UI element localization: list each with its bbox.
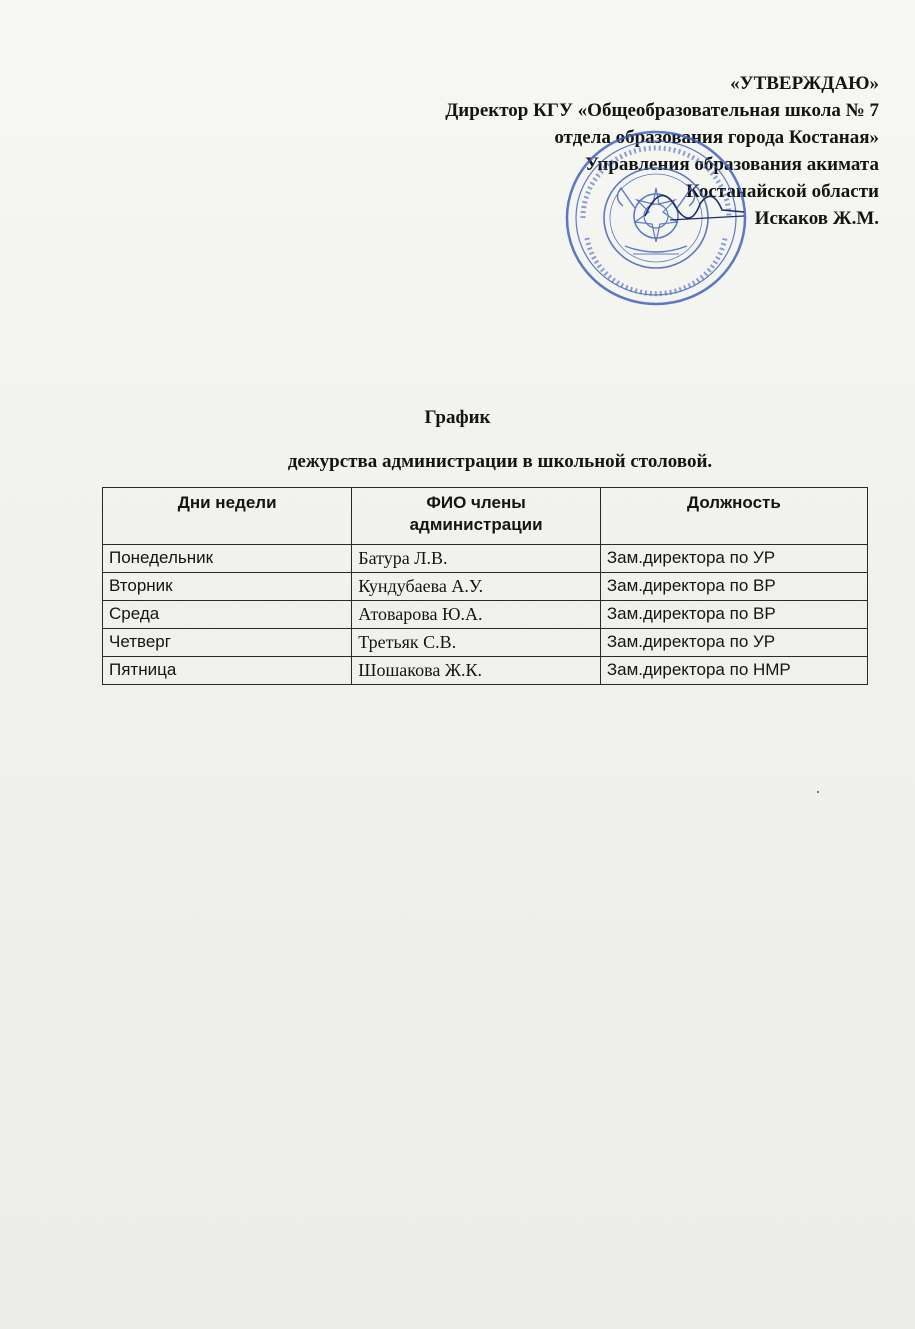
header-position: Должность [600,488,867,545]
cell-name: Атоварова Ю.А. [352,601,601,629]
cell-position: Зам.директора по УР [600,629,867,657]
table-row [103,601,868,629]
cell-position: Зам.директора по ВР [600,601,867,629]
header-days: Дни недели [103,488,352,545]
approval-signatory-name: Искаков Ж.М. [754,208,879,229]
approval-director-line: Директор КГУ «Общеобразовательная школа № 7 [445,100,879,121]
cell-position: Зам.директора по ВР [600,573,867,601]
cell-day: Среда [103,601,352,629]
cell-name: Батура Л.В. [352,545,601,573]
table-row [103,657,868,685]
approval-region-line: Костанайской области [686,181,879,202]
document-subtitle: дежурства администрации в школьной столовой. [287,451,713,472]
cell-name: Третьяк С.В. [352,629,601,657]
cell-day: Понедельник [103,545,352,573]
table-header-row [103,488,868,545]
approval-department-line: отдела образования города Костаная» [554,127,879,148]
cell-name: Кундубаева А.У. [352,573,601,601]
table-row [103,573,868,601]
approval-administration-line: Управления образования акимата [584,154,879,175]
cell-day: Вторник [103,573,352,601]
cell-day: Пятница [103,657,352,685]
table-row [103,629,868,657]
table-row [103,545,868,573]
approval-heading: «УТВЕРЖДАЮ» [730,73,879,94]
duty-schedule-table [102,487,868,685]
header-admin-members: ФИО члены администрации [352,488,601,545]
cell-day: Четверг [103,629,352,657]
cell-name: Шошакова Ж.К. [352,657,601,685]
paper-speck [817,791,819,793]
cell-position: Зам.директора по УР [600,545,867,573]
signature-mark [640,176,750,236]
cell-position: Зам.директора по НМР [600,657,867,685]
document-title: График [424,407,491,428]
